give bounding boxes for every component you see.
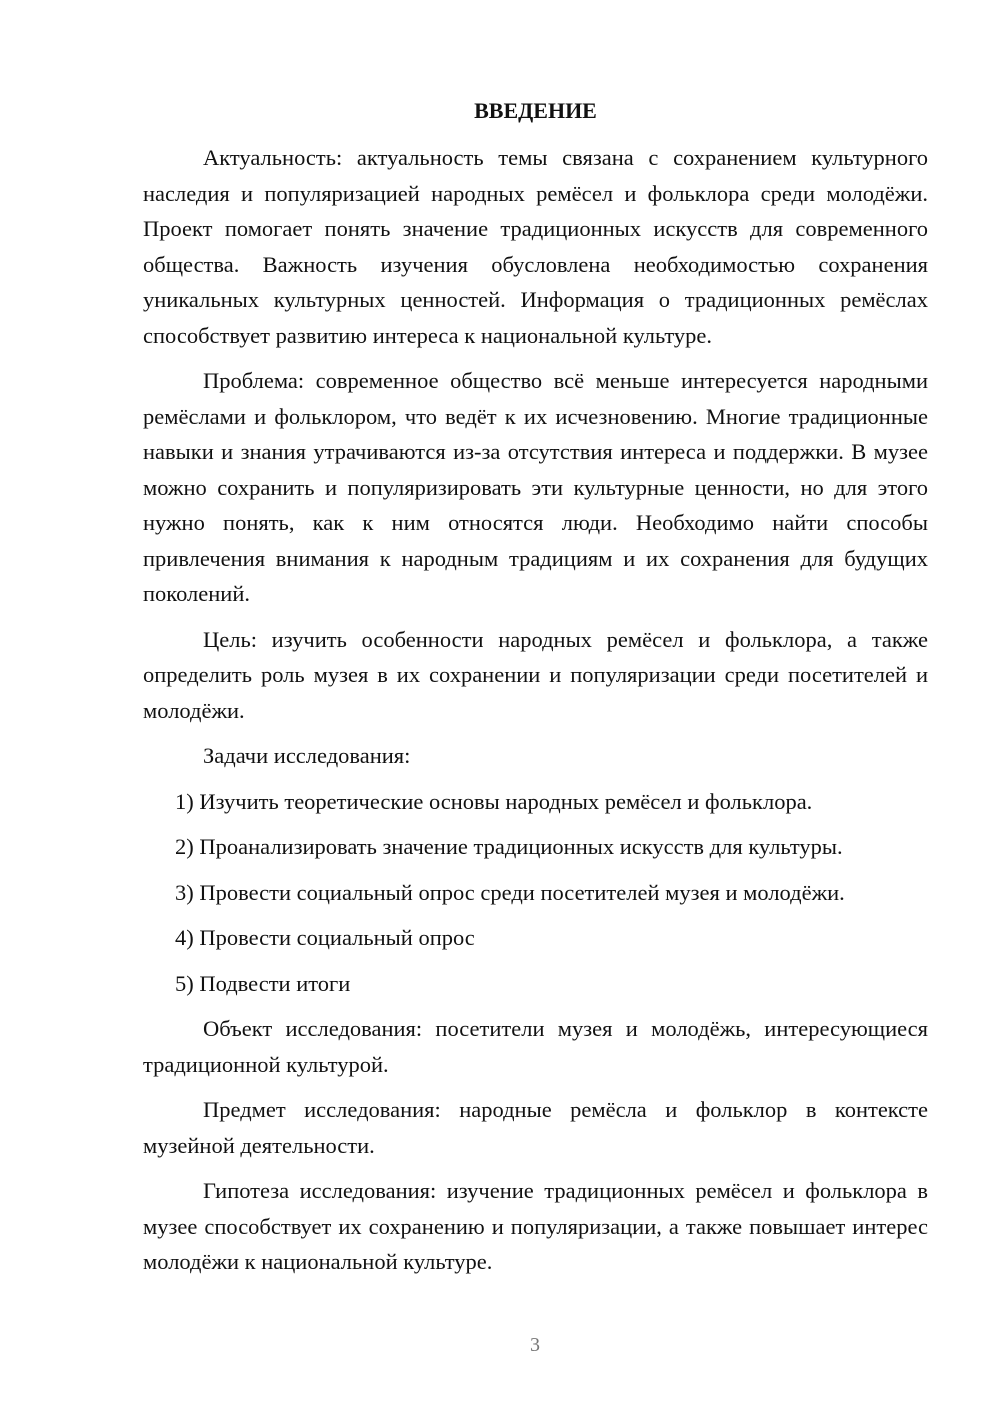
page-content: [143, 96, 928, 1290]
tasks-heading: Задачи исследования:: [203, 743, 411, 768]
section-title: ВВЕДЕНИЕ: [474, 98, 597, 123]
page-number: 3: [530, 1334, 540, 1356]
tasks-list: [143, 784, 928, 1002]
list-item: 3) Провести социальный опрос среди посетителей музея и молодёжи.: [175, 879, 845, 905]
list-item: 2) Проанализировать значение традиционных искусств для культуры.: [175, 834, 843, 859]
list-item: 4) Провести социальный опрос: [175, 925, 475, 950]
paragraph-subject: Предмет исследования: народные ремёсла и фольклор в контексте музейной деятельности.: [143, 1097, 928, 1158]
paragraph-goal: Цель: изучить особенности народных ремёсел и фольклора, а также определить роль музея в их сохранении и популяризации среди посетителей и молодёжи.: [143, 626, 928, 723]
paragraph-problem: Проблема: современное общество всё меньше интересуется народными ремёслами и фольклором, что ведёт к их исчезновению. Многие традиционные навыки и знания утрачиваются из-за отсутствия интереса и поддержки. В музее можно сохранить и популяризировать эти культурные ценности, но для этого нужно понять, как к ним относятся люди. Необходимо найти способы привлечения внимания к народным традициям и их сохранения для будущих поколений.: [143, 368, 928, 606]
paragraph-object: Объект исследования: посетители музея и молодёжь, интересующиеся традиционной культурой.: [143, 1016, 928, 1077]
paragraph-hypothesis: Гипотеза исследования: изучение традиционных ремёсел и фольклора в музее способствует их сохранению и популяризации, а также повышает интерес молодёжи к национальной культуре.: [143, 1178, 928, 1274]
paragraph-relevance: Актуальность: актуальность темы связана с сохранением культурного наследия и популяризацией народных ремёсел и фольклора среди молодёжи. Проект помогает понять значение традиционных искусств для современного общества. Важность изучения обусловлена необходимостью сохранения уникальных культурных ценностей. Информация о традиционных ремёслах способствует развитию интереса к национальной культуре.: [143, 145, 928, 348]
list-item: 5) Подвести итоги: [175, 970, 351, 996]
list-item: 1) Изучить теоретические основы народных ремёсел и фольклора.: [175, 788, 813, 814]
